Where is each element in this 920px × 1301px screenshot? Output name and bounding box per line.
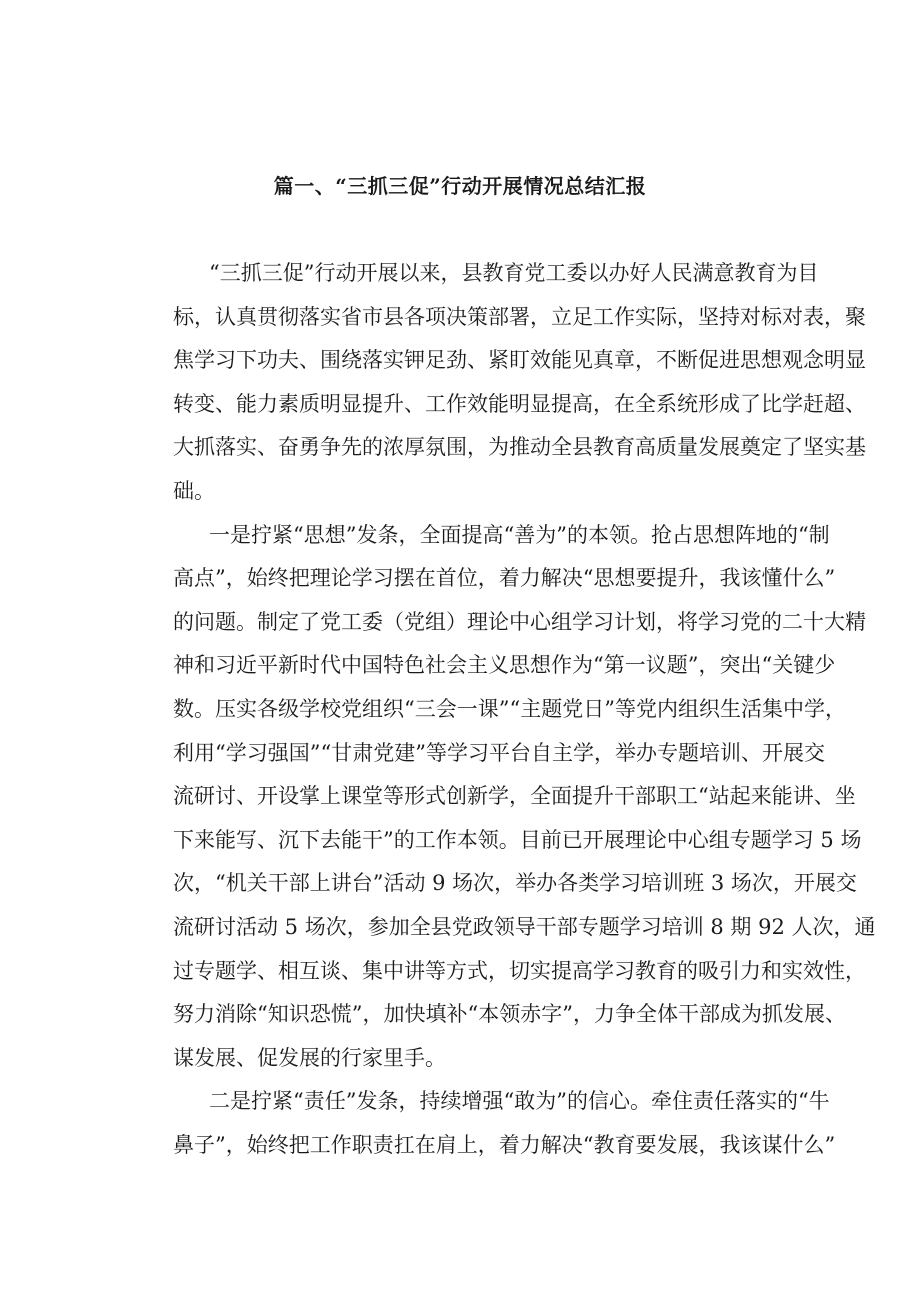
text-line: 大抓落实、奋勇争先的浓厚氛围，为推动全县教育高质量发展奠定了坚实基 bbox=[173, 435, 866, 460]
paragraph bbox=[173, 518, 876, 1085]
text-line: 流研讨、开设掌上课堂等形式创新学，全面提升干部职工“站起来能讲、坐 bbox=[173, 784, 856, 809]
document-title: 篇一、“三抓三促”行动开展情况总结汇报 bbox=[273, 174, 647, 198]
text-line: 谋发展、促发展的行家里手。 bbox=[173, 1045, 446, 1070]
document-body bbox=[173, 256, 876, 1171]
paragraph bbox=[173, 256, 866, 518]
text-line: 标，认真贯彻落实省市县各项决策部署，立足工作实际，坚持对标对表，聚 bbox=[173, 304, 866, 329]
text-line: 下来能写、沉下去能干”的工作本领。目前已开展理论中心组专题学习 5 场 bbox=[173, 827, 862, 852]
text-line: 焦学习下功夫、围绕落实钾足劲、紧盯效能见真章，不断促进思想观念明显 bbox=[173, 348, 866, 373]
text-line: 一是拧紧“思想”发条，全面提高“善为”的本领。抢占思想阵地的“制 bbox=[209, 522, 830, 547]
text-line: 的问题。制定了党工委（党组）理论中心组学习计划，将学习党的二十大精 bbox=[173, 609, 866, 634]
text-line: 过专题学、相互谈、集中讲等方式，切实提高学习教育的吸引力和实效性， bbox=[173, 958, 866, 983]
text-line: 利用“学习强国”“甘肃党建”等学习平台自主学，举办专题培训、开展交 bbox=[173, 740, 825, 765]
paragraph bbox=[173, 1084, 836, 1171]
text-line: “三抓三促”行动开展以来，县教育党工委以办好人民满意教育为目 bbox=[209, 261, 819, 285]
text-line: 次，“机关干部上讲台”活动 9 场次，举办各类学习培训班 3 场次，开展交 bbox=[173, 871, 857, 896]
text-line: 二是拧紧“责任”发条，持续增强“敢为”的信心。牵住责任落实的“牛 bbox=[209, 1089, 830, 1114]
text-line: 努力消除“知识恐慌”，加快填补“本领赤字”，力争全体干部成为抓发展、 bbox=[173, 1002, 846, 1027]
text-line: 数。压实各级学校党组织“三会一课”“主题党日”等党内组织生活集中学， bbox=[173, 696, 846, 721]
text-line: 流研讨活动 5 场次，参加全县党政领导干部专题学习培训 8 期 92 人次，通 bbox=[173, 914, 876, 939]
text-line: 神和习近平新时代中国特色社会主义思想作为“第一议题”，突出“关键少 bbox=[173, 653, 836, 678]
text-line: 鼻子”，始终把工作职责扛在肩上，着力解决“教育要发展，我该谋什么” bbox=[173, 1132, 836, 1157]
text-line: 高点”，始终把理论学习摆在首位，着力解决“思想要提升，我该懂什么” bbox=[173, 566, 836, 591]
text-line: 础。 bbox=[173, 478, 215, 503]
text-line: 转变、能力素质明显提升、工作效能明显提高，在全系统形成了比学赶超、 bbox=[173, 391, 866, 416]
